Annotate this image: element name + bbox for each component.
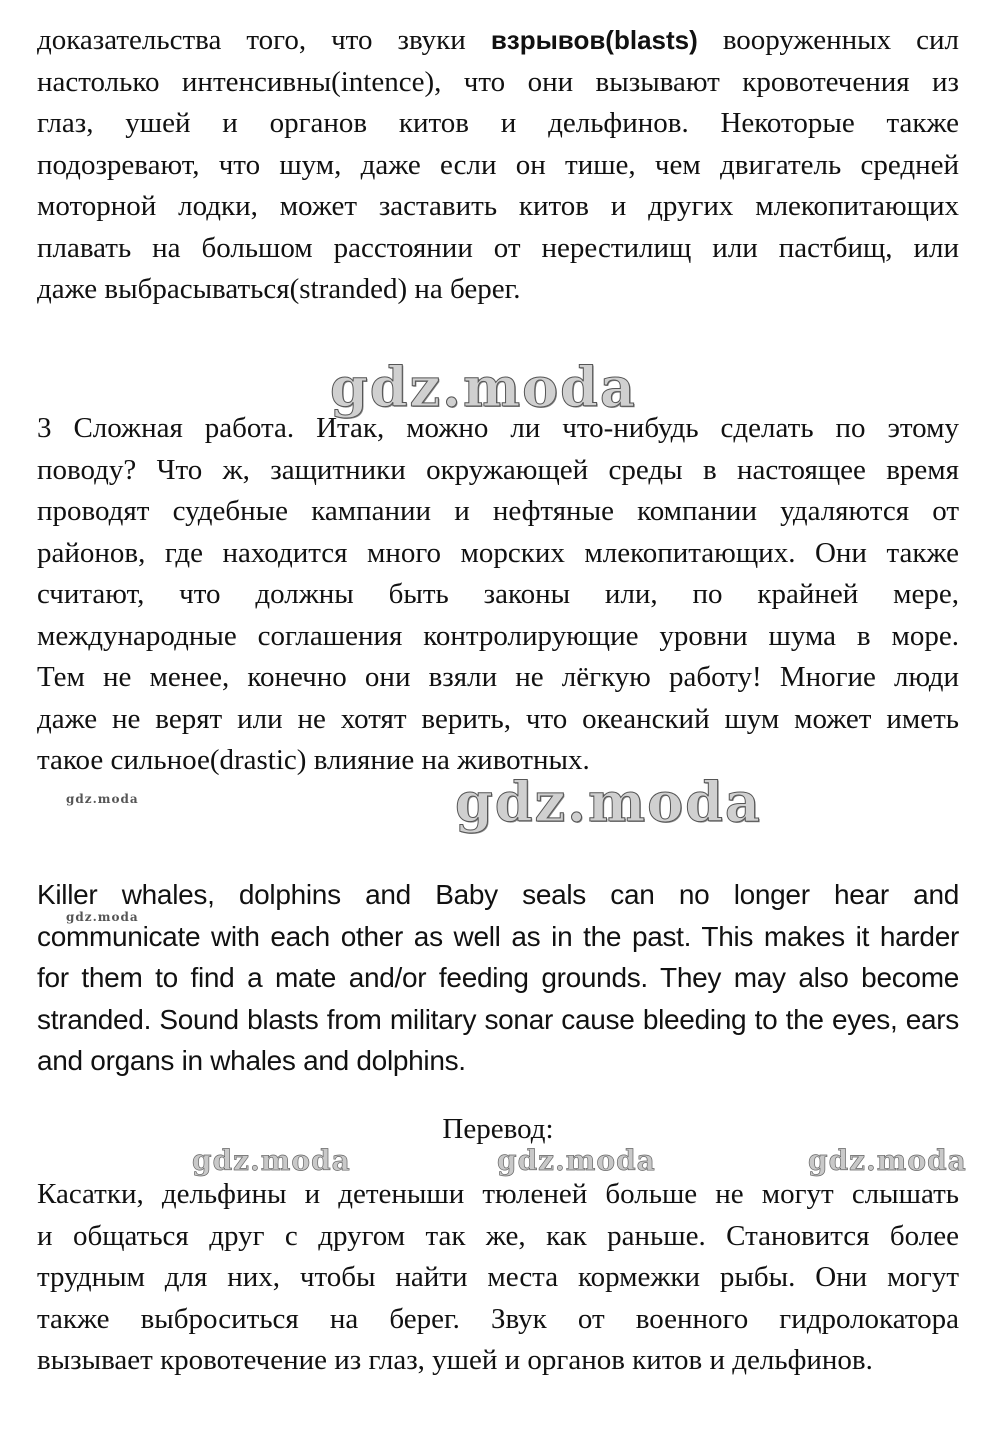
text-line: и общаться друг с другом так же, как раньше. Становится более [37, 1219, 959, 1252]
text-line: плавать на большом расстоянии от нерестилищ или пастбищ, или [37, 231, 959, 264]
text-line: 3 Сложная работа. Итак, можно ли что-нибудь сделать по этому [37, 412, 959, 444]
paragraph-2 [37, 408, 959, 782]
watermark-logo: gdz.moda [455, 770, 762, 834]
text-line: глаз, ушей и органов китов и дельфинов. Некоторые также [37, 107, 959, 139]
text-line: районов, где находится много морских млекопитающих. Они также [37, 536, 959, 569]
text-line: такое сильное(drastic) влияние на животных. [37, 744, 590, 776]
text-line: международные соглашения контролирующие уровни шума в море. [37, 619, 959, 652]
text-line: настолько интенсивны(intence), что они вызывают кровотечения из [37, 65, 959, 98]
text-line: вызывает кровотечение из глаз, ушей и органов китов и дельфинов. [37, 1344, 873, 1376]
text-line: также выброситься на берег. Звук от военного гидролокатора [37, 1302, 959, 1335]
text-line: communicate with each other as well as in the past. This makes it harder [37, 920, 959, 952]
watermark-small: gdz.moda [66, 910, 139, 924]
text-line: трудным для них, чтобы найти места кормежки рыбы. Они могут [37, 1261, 959, 1293]
document-page [37, 0, 959, 1453]
paragraph-translation [37, 1174, 959, 1382]
text-line: and organs in whales and dolphins. [37, 1045, 466, 1076]
text-line: Касатки, дельфины и детеныши тюленей больше не могут слышать [37, 1178, 959, 1210]
translation-heading: Перевод: [442, 1113, 554, 1145]
text-line: моторной лодки, может заставить китов и других млекопитающих [37, 190, 959, 222]
bold-term: взрывов(blasts) [490, 25, 698, 55]
text-line: считают, что должны быть законы или, по крайней мере, [37, 578, 959, 610]
watermark-logo: gdz.moda [497, 1144, 656, 1177]
text-line: подозревают, что шум, даже если он тише, чем двигатель средней [37, 148, 959, 181]
paragraph-english [37, 874, 959, 1082]
watermark-small: gdz.moda [66, 792, 139, 806]
text-line: Killer whales, dolphins and Baby seals can no longer hear and [37, 879, 959, 910]
text-line: поводу? Что ж, защитники окружающей среды в настоящее время [37, 453, 959, 486]
text-line: stranded. Sound blasts from military sonar cause bleeding to the eyes, ears [37, 1003, 959, 1035]
text-line: for them to find a mate and/or feeding grounds. They may also become [37, 962, 959, 993]
text-line: Тем не менее, конечно они взяли не лёгкую работу! Многие люди [37, 661, 959, 693]
text-line: проводят судебные кампании и нефтяные компании удаляются от [37, 495, 959, 527]
text-line: доказательства того, что звуки взрывов(blasts) вооруженных сил [37, 24, 959, 56]
text-line: даже выбрасываться(stranded) на берег. [37, 273, 521, 305]
paragraph-1 [37, 20, 959, 311]
watermark-logo: gdz.moda [330, 355, 637, 419]
text-line: даже не верят или не хотят верить, что океанский шум может иметь [37, 702, 959, 735]
watermark-logo: gdz.moda [192, 1144, 351, 1177]
watermark-logo: gdz.moda [808, 1144, 967, 1177]
